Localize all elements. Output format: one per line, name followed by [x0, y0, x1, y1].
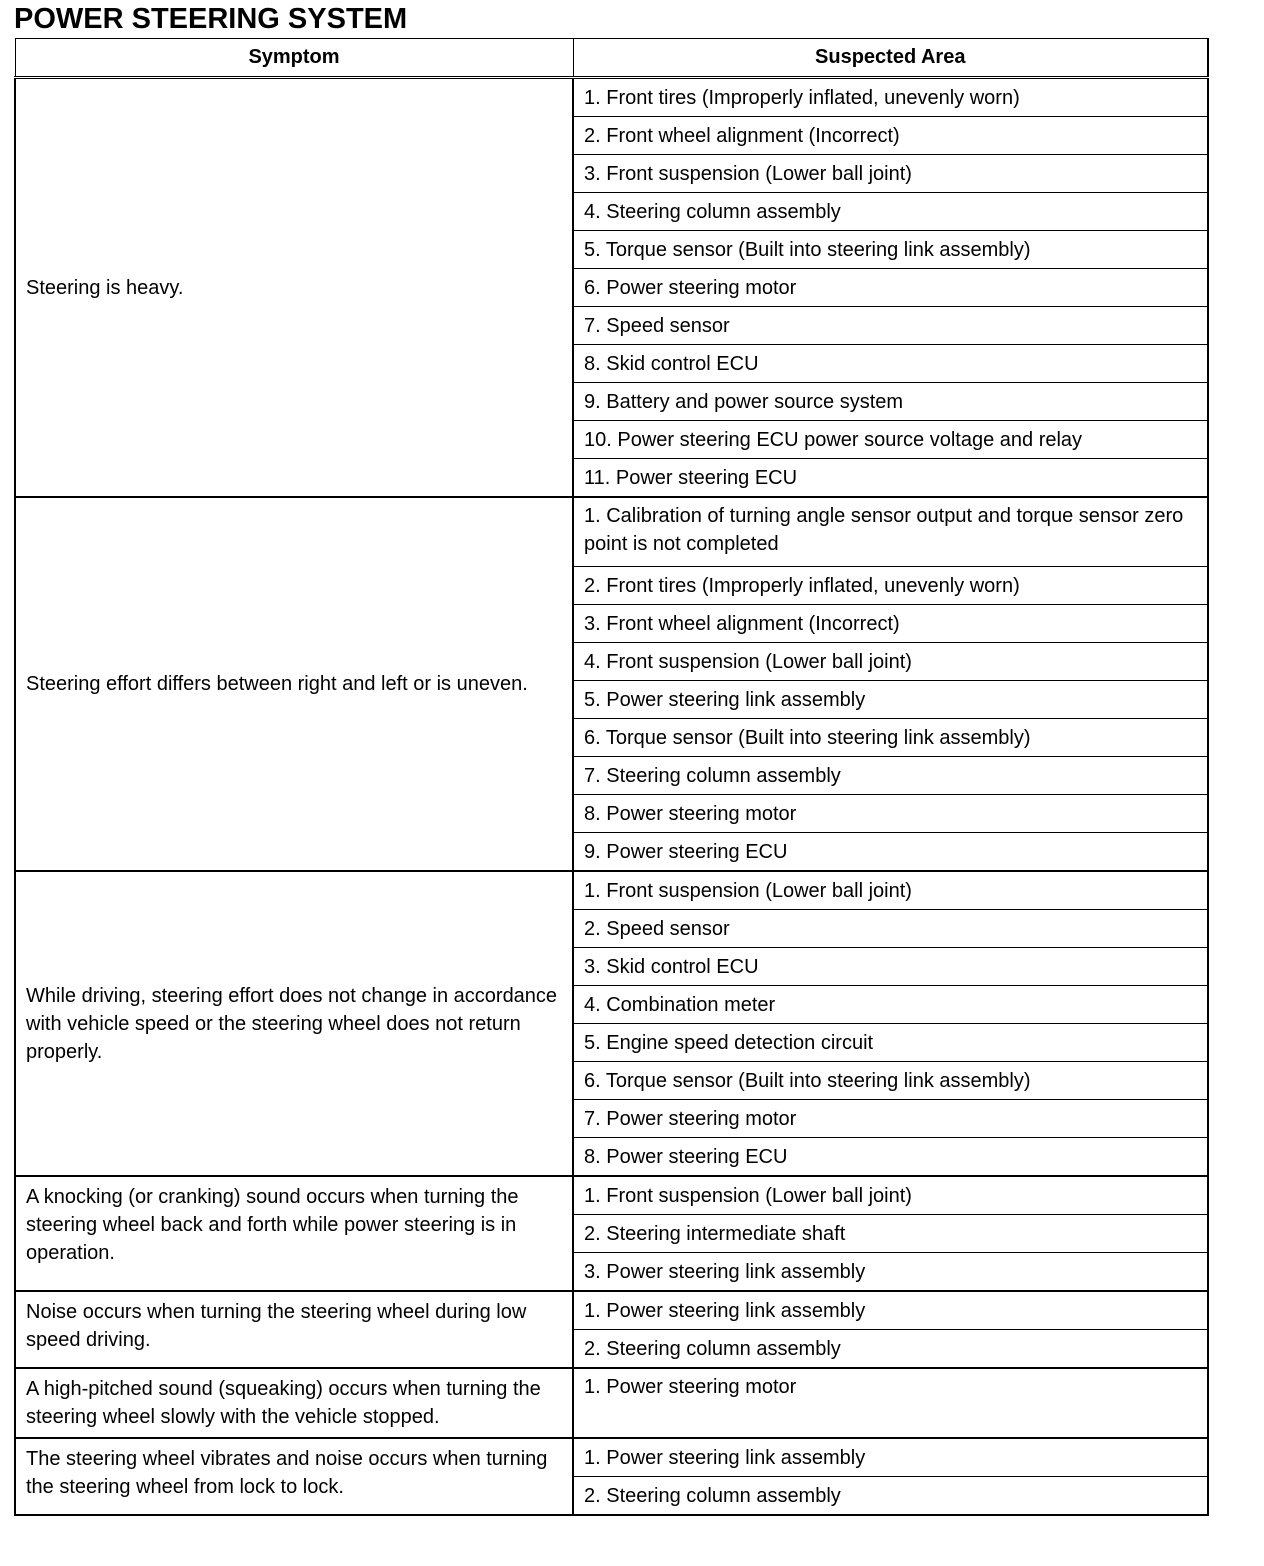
page-title: POWER STEERING SYSTEM — [14, 3, 408, 35]
suspected-area-cell: 6. Torque sensor (Built into steering link assembly) — [573, 1062, 1208, 1100]
suspected-area-cell: 4. Front suspension (Lower ball joint) — [573, 643, 1208, 681]
suspected-area-column-header: Suspected Area — [573, 39, 1208, 78]
table-row — [15, 1291, 1208, 1330]
suspected-area-cell: 8. Power steering ECU — [573, 1138, 1208, 1177]
suspected-area-cell: 1. Front tires (Improperly inflated, unevenly worn) — [573, 78, 1208, 117]
suspected-area-cell: 4. Steering column assembly — [573, 193, 1208, 231]
suspected-area-cell: 2. Steering column assembly — [573, 1477, 1208, 1516]
suspected-area-cell: 2. Front tires (Improperly inflated, unevenly worn) — [573, 567, 1208, 605]
suspected-area-cell: 1. Power steering link assembly — [573, 1291, 1208, 1330]
symptom-column-header: Symptom — [15, 39, 573, 78]
table-body — [15, 78, 1208, 1516]
suspected-area-cell: 7. Power steering motor — [573, 1100, 1208, 1138]
symptom-cell: A knocking (or cranking) sound occurs when turning the steering wheel back and forth while power steering is in operation. — [15, 1176, 573, 1291]
suspected-area-cell: 2. Speed sensor — [573, 910, 1208, 948]
table-row — [15, 1438, 1208, 1477]
symptom-cell: Steering is heavy. — [15, 78, 573, 498]
suspected-area-cell: 1. Power steering motor — [573, 1368, 1208, 1438]
suspected-area-cell: 5. Torque sensor (Built into steering link assembly) — [573, 231, 1208, 269]
suspected-area-cell: 3. Front wheel alignment (Incorrect) — [573, 605, 1208, 643]
suspected-area-cell: 8. Skid control ECU — [573, 345, 1208, 383]
suspected-area-cell: 7. Speed sensor — [573, 307, 1208, 345]
suspected-area-cell: 3. Skid control ECU — [573, 948, 1208, 986]
suspected-area-cell: 3. Power steering link assembly — [573, 1253, 1208, 1292]
suspected-area-cell: 10. Power steering ECU power source voltage and relay — [573, 421, 1208, 459]
suspected-area-cell: 2. Steering column assembly — [573, 1330, 1208, 1369]
suspected-area-cell: 3. Front suspension (Lower ball joint) — [573, 155, 1208, 193]
suspected-area-cell: 1. Power steering link assembly — [573, 1438, 1208, 1477]
suspected-area-cell: 4. Combination meter — [573, 986, 1208, 1024]
table-row — [15, 1176, 1208, 1215]
symptom-cell: A high-pitched sound (squeaking) occurs when turning the steering wheel slowly with the vehicle stopped. — [15, 1368, 573, 1438]
symptom-cell: Noise occurs when turning the steering wheel during low speed driving. — [15, 1291, 573, 1368]
troubleshooting-table — [14, 38, 1209, 1516]
table-row — [15, 1368, 1208, 1438]
suspected-area-cell: 9. Power steering ECU — [573, 833, 1208, 872]
table-row — [15, 497, 1208, 567]
symptom-cell: The steering wheel vibrates and noise occurs when turning the steering wheel from lock to lock. — [15, 1438, 573, 1515]
suspected-area-cell: 1. Front suspension (Lower ball joint) — [573, 871, 1208, 910]
table-header-row — [15, 39, 1208, 78]
suspected-area-cell: 7. Steering column assembly — [573, 757, 1208, 795]
table-row — [15, 78, 1208, 117]
suspected-area-cell: 1. Calibration of turning angle sensor output and torque sensor zero point is not completed — [573, 497, 1208, 567]
suspected-area-cell: 6. Power steering motor — [573, 269, 1208, 307]
suspected-area-cell: 5. Power steering link assembly — [573, 681, 1208, 719]
suspected-area-cell: 2. Front wheel alignment (Incorrect) — [573, 117, 1208, 155]
suspected-area-cell: 2. Steering intermediate shaft — [573, 1215, 1208, 1253]
suspected-area-cell: 9. Battery and power source system — [573, 383, 1208, 421]
suspected-area-cell: 8. Power steering motor — [573, 795, 1208, 833]
suspected-area-cell: 1. Front suspension (Lower ball joint) — [573, 1176, 1208, 1215]
symptom-cell: While driving, steering effort does not change in accordance with vehicle speed or the steering wheel does not return properly. — [15, 871, 573, 1176]
table-row — [15, 871, 1208, 910]
symptom-cell: Steering effort differs between right and left or is uneven. — [15, 497, 573, 871]
suspected-area-cell: 11. Power steering ECU — [573, 459, 1208, 498]
suspected-area-cell: 5. Engine speed detection circuit — [573, 1024, 1208, 1062]
suspected-area-cell: 6. Torque sensor (Built into steering link assembly) — [573, 719, 1208, 757]
